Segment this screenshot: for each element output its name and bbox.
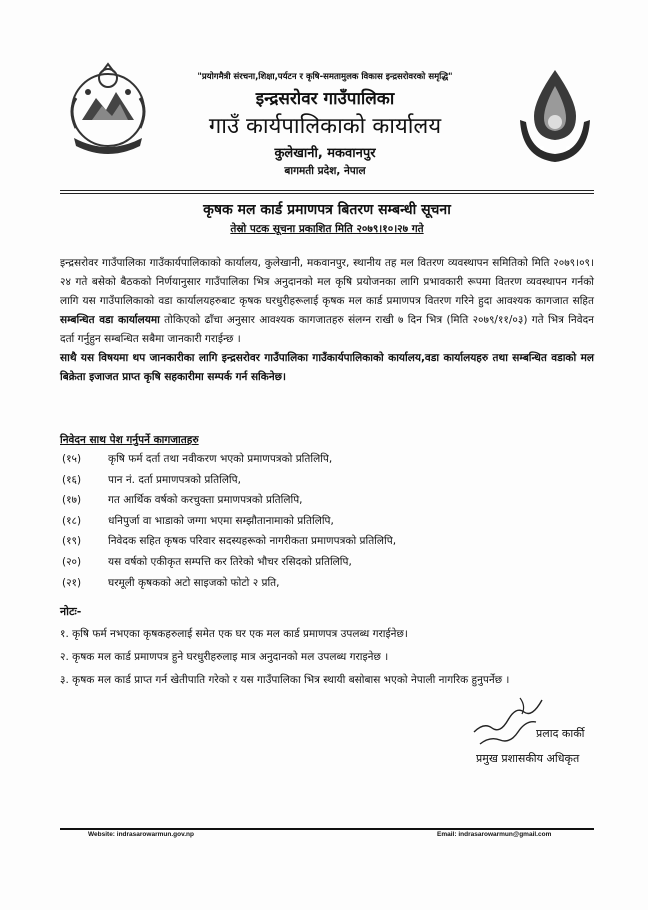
list-item: (१६) पान नं. दर्ता प्रमाणपत्रको प्रतिलिपि, (62, 473, 241, 486)
list-item: (१७) गत आर्थिक वर्षको करचुक्ता प्रमाणपत्रको प्रतिलिपि, (62, 494, 303, 507)
notes-list (60, 624, 594, 693)
footer-divider (60, 828, 594, 830)
body-paragraph-2: साथै यस विषयमा थप जानकारीका लागि इन्द्रसरोवर गाउँपालिका गाउँकार्यपालिकाको कार्यालय,वडा कार्यालयहरु तथा सम्बन्धित वडाको मल बिक्रेता इजाजत प्राप्त कृषि सहकारीमा सम्पर्क गर्न सकिनेछ। (60, 352, 594, 383)
province-name: बागमती प्रदेश, नेपाल (284, 165, 366, 177)
municipality-name: इन्द्रसरोवर गाउँपालिका (255, 89, 395, 109)
list-item: (२०) यस वर्षको एकीकृत सम्पत्ति कर तिरेको भौचर रसिदको प्रतिलिपि, (62, 555, 352, 568)
notice-subtitle: तेस्रो पटक सूचना प्रकाशित मिति २०७९।१०।२७ गते (230, 223, 424, 235)
documents-list (62, 452, 592, 596)
list-item: (२१) घरमूली कृषकको अटो साइजको फोटो २ प्रति, (62, 576, 280, 589)
list-item: (१५) कृषि फर्म दर्ता तथा नवीकरण भएको प्रमाणपत्रको प्रतिलिपि, (62, 453, 333, 465)
documents-heading: निवेदन साथ पेश गर्नुपर्ने कागजातहरु (60, 434, 199, 446)
office-location: कुलेखानी, मकवानपुर (274, 146, 376, 161)
signatory-name: प्रलाद कार्की (536, 727, 585, 740)
list-item: १. कृषि फर्म नभएका कृषकहरुलाई समेत एक घर एक मल कार्ड प्रमाणपत्र उपलब्ध गराईनेछ। (60, 628, 408, 640)
notes-heading: नोटः- (60, 605, 82, 618)
footer-email[interactable]: Email: indrasarowarmun@gmail.com (437, 831, 552, 838)
municipality-logo-icon (514, 66, 596, 166)
notice-title: कृषक मल कार्ड प्रमाणपत्र बितरण सम्बन्धी सूचना (203, 202, 451, 218)
nepal-emblem-icon (62, 58, 154, 160)
body-paragraph-1: इन्द्रसरोवर गाउँपालिका गाउँकार्यपालिकाको कार्यालय, कुलेखानी, मकवानपुर, स्थानीय तह मल वितरण व्यवस्थापन समितिको मिति २०७९।०९।२४ गते बसेको बैठकको निर्णयानुसार गाउँपालिका भित्र अनुदानको मल कृषि प्रयोजनका लागि प्रभावकारी रूपमा वितरण व्यवस्थापन गर्नको लागि यस गाउँपालिकाको वडा कार्यालयहरुबाट कृषक घरधुरीहरूलाई कृषक मल कार्ड प्रमाणपत्र वितरण गरिने हुदा आवश्यक कागजात सहित सम्बन्धित वडा कार्यालयमा तोकिएको ढाँचा अनुसार आवश्यक कागजातहरु संलग्न राखी ७ दिन भित्र (मिति २०७९/११/०३) गते भित्र निवेदन दर्ता गर्नुहुन सम्बन्धित सबैमा जानकारी गराईन्छ । (60, 257, 594, 345)
office-name: गाउँ कार्यपालिकाको कार्यालय (208, 114, 442, 139)
list-item: (१८) धनिपुर्जा वा भाडाको जग्गा भएमा सम्झौतानामाको प्रतिलिपि, (62, 514, 334, 527)
list-item: (१९) निवेदक सहित कृषक परिवार सदस्यहरूको नागरीकता प्रमाणपत्रको प्रतिलिपि, (62, 535, 397, 548)
signature-scribble-icon (470, 692, 550, 754)
header-divider (60, 190, 594, 191)
list-item: ३. कृषक मल कार्ड प्राप्त गर्न खेतीपाति गरेको र यस गाउँपालिका भित्र स्थायी बसोबास भएको नेपाली नागरिक हुनुपर्नेछ । (60, 674, 510, 686)
header-divider-2 (60, 193, 594, 194)
slogan-text: "प्रयोगमैत्री संरचना,शिक्षा,पर्यटन र कृषि-समतामुलक विकास इन्द्रसरोवरको समृद्धि" (197, 72, 453, 82)
footer-website[interactable]: Website: indrasarowarmun.gov.np (88, 831, 194, 838)
signatory-title: प्रमुख प्रशासकीय अधिकृत (476, 752, 580, 765)
list-item: २. कृषक मल कार्ड प्रमाणपत्र हुने घरधुरीहरुलाइ मात्र अनुदानको मल उपलब्ध गराइनेछ । (60, 651, 389, 663)
